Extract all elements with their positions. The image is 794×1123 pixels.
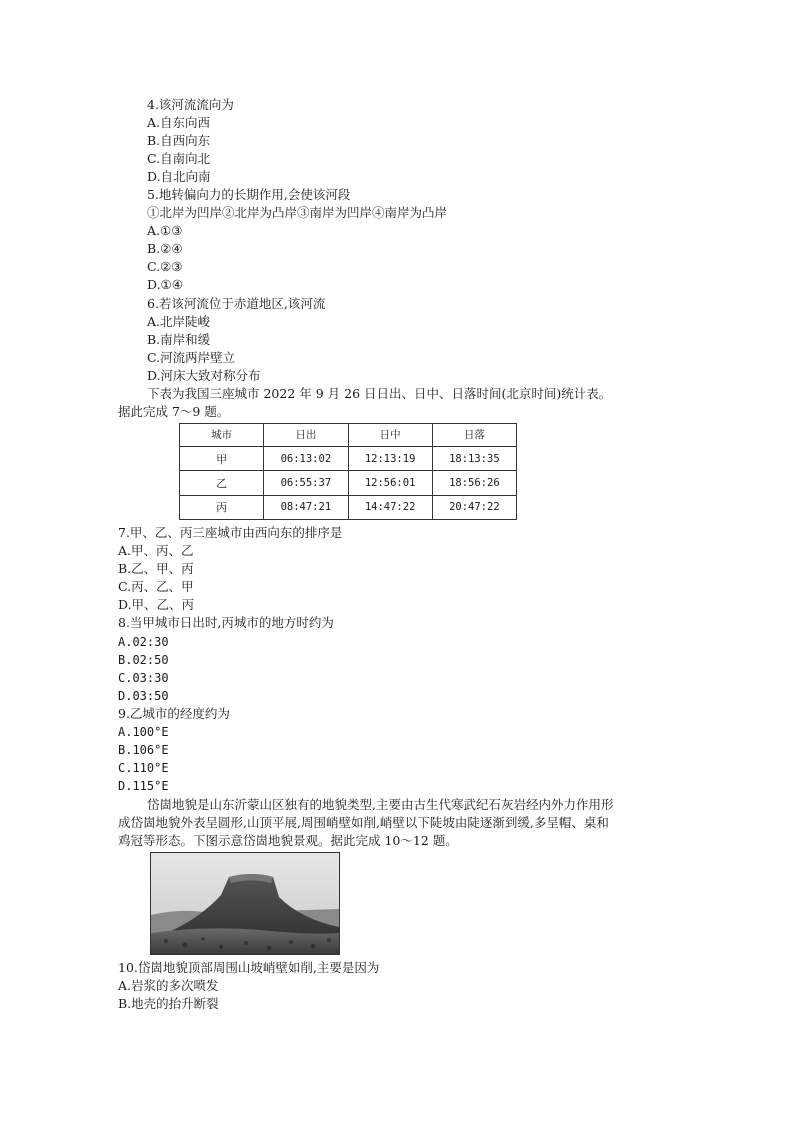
q7-option-b: B.乙、甲、丙: [118, 561, 194, 576]
q10-option-b: B.地壳的抬升断裂: [118, 996, 219, 1011]
table-header-row: [180, 424, 517, 447]
q7-stem: 7.甲、乙、丙三座城市由西向东的排序是: [118, 525, 343, 540]
sun-times-table: [179, 423, 517, 520]
q7-option-d: D.甲、乙、丙: [118, 597, 195, 612]
q10-option-a: A.岩浆的多次喷发: [118, 978, 219, 993]
q6-stem: 6.若该河流位于赤道地区,该河流: [147, 296, 326, 311]
q4-option-a: A.自东向西: [147, 115, 211, 130]
q9-stem: 9.乙城市的经度约为: [118, 706, 230, 721]
q9-option-a: A.100°E: [118, 725, 169, 739]
q4-option-b: B.自西向东: [147, 133, 211, 148]
table-cell-city: 甲: [180, 446, 264, 470]
table-header-sunrise: 日出: [264, 424, 348, 447]
table-cell-city: 乙: [180, 471, 264, 495]
daigu-intro-line1: 岱崮地貌是山东沂蒙山区独有的地貌类型,主要由古生代寒武纪石灰岩经内外力作用形: [147, 797, 614, 812]
table-header-noon: 日中: [348, 424, 432, 447]
table-cell-sunrise: 06:13:02: [264, 446, 348, 470]
q8-option-a: A.02:30: [118, 635, 169, 649]
q9-option-b: B.106°E: [118, 743, 169, 757]
table-row: [180, 446, 517, 470]
table-cell-sunset: 20:47:22: [432, 495, 516, 519]
q9-option-d: D.115°E: [118, 779, 169, 793]
q5-option-a: A.①③: [147, 223, 183, 238]
table-intro-line1: 下表为我国三座城市 2022 年 9 月 26 日日出、日中、日落时间(北京时间)统计表。: [147, 386, 612, 401]
table-cell-sunset: 18:13:35: [432, 446, 516, 470]
q5-items: ①北岸为凹岸②北岸为凸岸③南岸为凹岸④南岸为凸岸: [147, 205, 448, 220]
q6-option-c: C.河流两岸壁立: [147, 350, 236, 365]
daigu-landform-photo: [150, 852, 340, 955]
q5-stem: 5.地转偏向力的长期作用,会使该河段: [147, 187, 351, 202]
table-header-sunset: 日落: [432, 424, 516, 447]
q6-option-a: A.北岸陡峻: [147, 314, 211, 329]
q8-option-d: D.03:50: [118, 689, 169, 703]
q4-option-c: C.自南向北: [147, 151, 211, 166]
q5-option-c: C.②③: [147, 259, 183, 274]
table-cell-noon: 12:13:19: [348, 446, 432, 470]
q6-option-b: B.南岸和缓: [147, 332, 211, 347]
table-row: [180, 495, 517, 519]
table-cell-sunset: 18:56:26: [432, 471, 516, 495]
q10-stem: 10.岱崮地貌顶部周围山坡峭壁如削,主要是因为: [118, 960, 380, 975]
q5-option-b: B.②④: [147, 241, 183, 256]
daigu-intro-line2: 成岱崮地貌外表呈圆形,山顶平展,周围峭壁如削,峭壁以下陡坡由陡逐渐到缓,多呈帽、桌和: [118, 815, 609, 830]
q8-stem: 8.当甲城市日出时,丙城市的地方时约为: [118, 615, 334, 630]
table-header-city: 城市: [180, 424, 264, 447]
q4-option-d: D.自北向南: [147, 169, 211, 184]
table-row: [180, 471, 517, 495]
q9-option-c: C.110°E: [118, 761, 169, 775]
table-cell-sunrise: 08:47:21: [264, 495, 348, 519]
daigu-intro-line3: 鸡冠等形态。下图示意岱崮地貌景观。据此完成 10～12 题。: [118, 833, 458, 848]
q4-stem: 4.该河流流向为: [147, 97, 234, 112]
q5-option-d: D.①④: [147, 277, 183, 292]
table-intro-line2: 据此完成 7～9 题。: [118, 404, 230, 419]
q7-option-a: A.甲、丙、乙: [118, 543, 194, 558]
q8-option-b: B.02:50: [118, 653, 169, 667]
q8-option-c: C.03:30: [118, 671, 169, 685]
table-cell-noon: 12:56:01: [348, 471, 432, 495]
q6-option-d: D.河床大致对称分布: [147, 368, 261, 383]
table-cell-city: 丙: [180, 495, 264, 519]
table-cell-sunrise: 06:55:37: [264, 471, 348, 495]
q7-option-c: C.丙、乙、甲: [118, 579, 194, 594]
table-cell-noon: 14:47:22: [348, 495, 432, 519]
